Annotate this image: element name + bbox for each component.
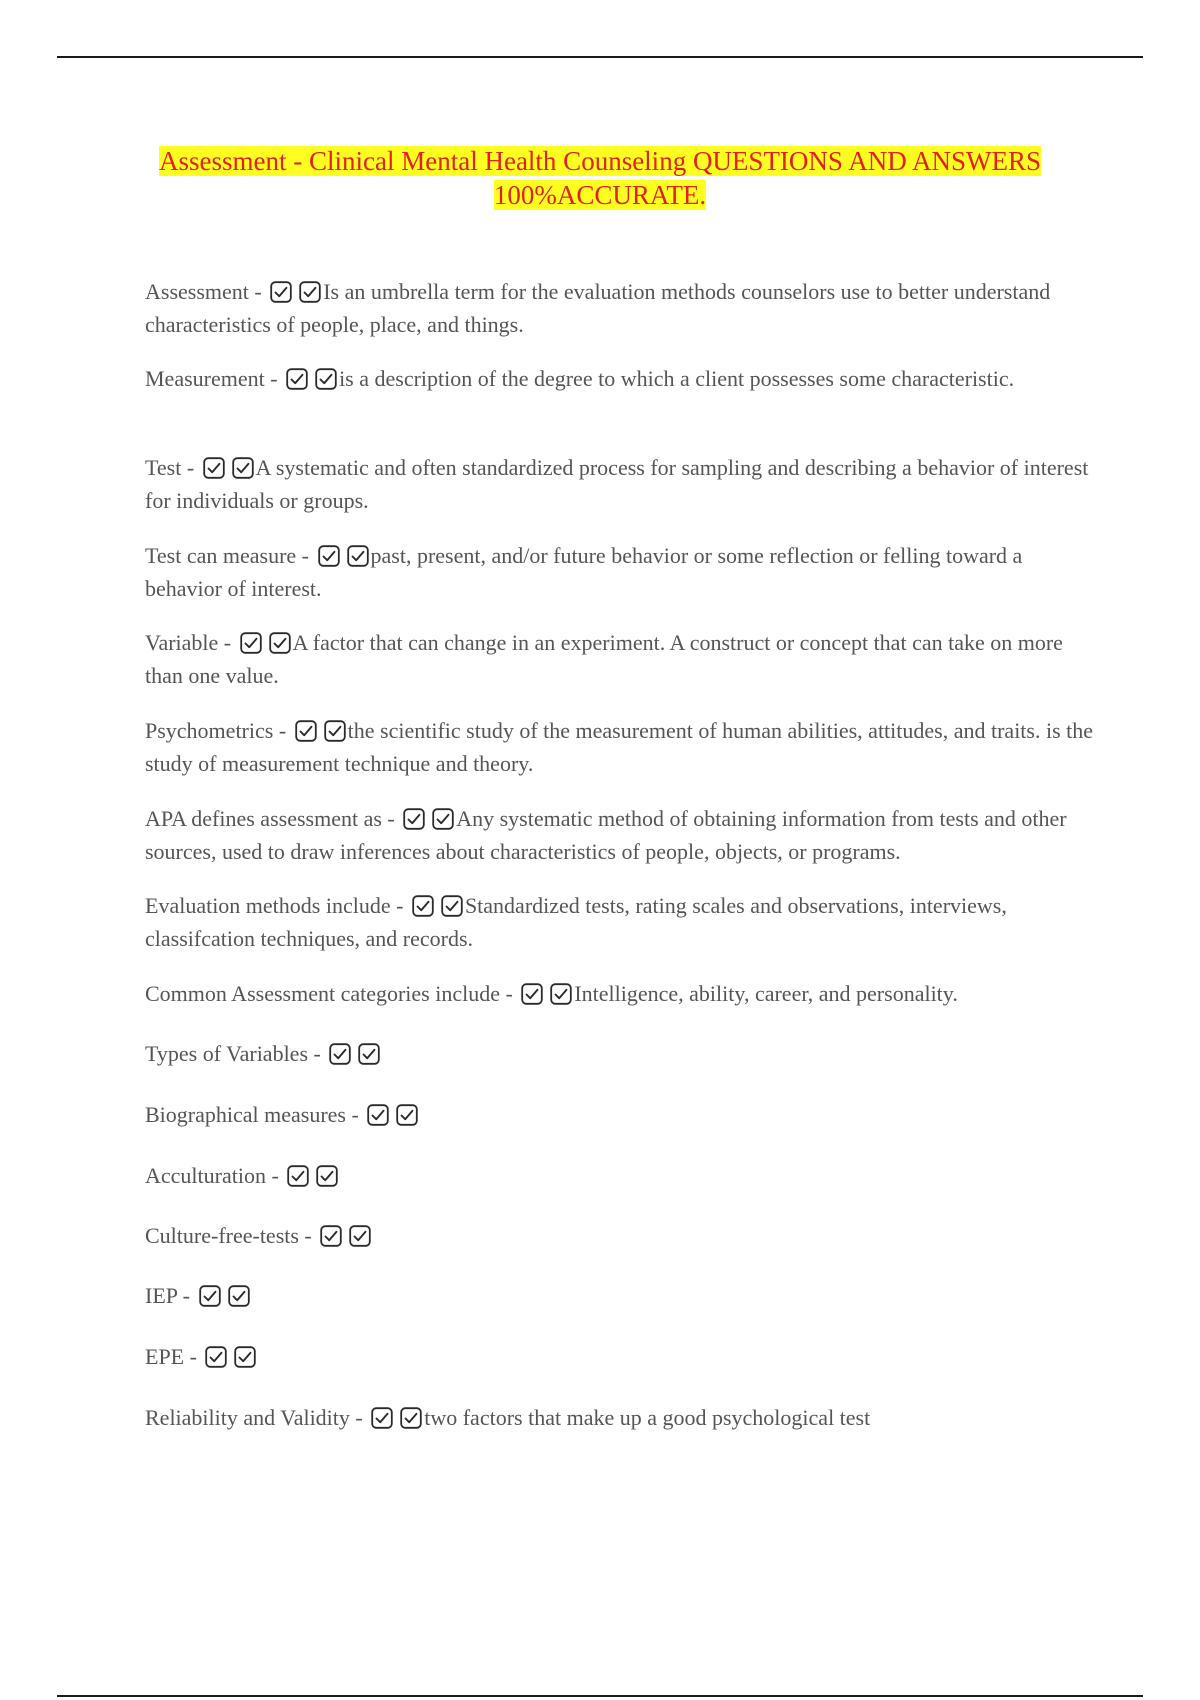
checkbox-checked-icon <box>228 1285 250 1307</box>
checkbox-checked-icon <box>269 632 291 654</box>
entry-definition: Is an umbrella term for the evaluation methods counselors use to better understand characteristics of people, place, and things. <box>145 279 1051 337</box>
checkbox-checked-icon <box>521 983 543 1005</box>
check-pair <box>521 983 572 1012</box>
checkbox-checked-icon <box>400 1407 422 1429</box>
entry-definition: Intelligence, ability, career, and personality. <box>574 981 958 1006</box>
entry-term: Reliability and Validity - <box>145 1405 363 1430</box>
entry-term: Common Assessment categories include - <box>145 981 513 1006</box>
header-rule <box>57 56 1143 58</box>
checkbox-checked-icon <box>199 1285 221 1307</box>
check-pair <box>240 632 291 661</box>
checkbox-checked-icon <box>349 1225 371 1247</box>
check-pair <box>371 1407 422 1436</box>
check-pair <box>318 545 369 574</box>
checkbox-checked-icon <box>329 1043 351 1065</box>
entry-definition: A systematic and often standardized process for sampling and describing a behavior of interest for individuals or groups. <box>145 455 1089 513</box>
entry-term: EPE - <box>145 1344 197 1369</box>
title-line-2: 100%ACCURATE. <box>493 180 707 210</box>
checkbox-checked-icon <box>295 720 317 742</box>
check-pair <box>403 808 454 837</box>
entry-definition: is a description of the degree to which a client possesses some characteristic. <box>339 366 1015 391</box>
entry-term: Biographical measures - <box>145 1102 359 1127</box>
entry-definition: past, present, and/or future behavior or some reflection or felling toward a behavior of interest. <box>145 543 1023 601</box>
entry-apa-defines <box>145 804 1095 866</box>
check-pair <box>286 368 337 397</box>
checkbox-checked-icon <box>347 545 369 567</box>
entry-definition: Any systematic method of obtaining information from tests and other sources, used to draw inferences about characteristics of people, objects, or programs. <box>145 806 1067 864</box>
entry-term: Types of Variables - <box>145 1041 321 1066</box>
entry-term: Test - <box>145 455 195 480</box>
entry-epe <box>145 1342 1095 1375</box>
entry-measurement <box>145 364 1095 397</box>
entry-term: Psychometrics - <box>145 718 287 743</box>
checkbox-checked-icon <box>318 545 340 567</box>
check-pair <box>320 1225 371 1254</box>
checkbox-checked-icon <box>396 1104 418 1126</box>
entry-term: APA defines assessment as - <box>145 806 395 831</box>
checkbox-checked-icon <box>432 808 454 830</box>
check-pair <box>205 1346 256 1375</box>
checkbox-checked-icon <box>234 1346 256 1368</box>
checkbox-checked-icon <box>286 368 308 390</box>
entry-term: Measurement - <box>145 366 278 391</box>
checkbox-checked-icon <box>287 1165 309 1187</box>
entry-definition: A factor that can change in an experiment. A construct or concept that can take on more than one value. <box>145 630 1063 688</box>
checkbox-checked-icon <box>358 1043 380 1065</box>
title-line-1: Assessment - Clinical Mental Health Counseling QUESTIONS AND ANSWERS <box>159 146 1041 176</box>
checkbox-checked-icon <box>320 1225 342 1247</box>
entry-definition: Standardized tests, rating scales and observations, interviews, classifcation techniques, and records. <box>145 893 1007 951</box>
checkbox-checked-icon <box>315 368 337 390</box>
entry-term: Variable - <box>145 630 232 655</box>
entry-psychometrics <box>145 716 1095 778</box>
checkbox-checked-icon <box>240 632 262 654</box>
checkbox-checked-icon <box>550 983 572 1005</box>
check-pair <box>412 895 463 924</box>
check-pair <box>329 1043 380 1072</box>
entry-term: IEP - <box>145 1283 191 1308</box>
checkbox-checked-icon <box>367 1104 389 1126</box>
checkbox-checked-icon <box>203 457 225 479</box>
entry-biographical-measures <box>145 1100 1095 1133</box>
entry-types-of-variables <box>145 1039 1095 1072</box>
entry-definition: the scientific study of the measurement of human abilities, attitudes, and traits. is the study of measurement technique and theory. <box>145 718 1094 776</box>
checkbox-checked-icon <box>270 281 292 303</box>
checkbox-checked-icon <box>299 281 321 303</box>
checkbox-checked-icon <box>232 457 254 479</box>
checkbox-checked-icon <box>371 1407 393 1429</box>
entry-test-can-measure <box>145 541 1095 603</box>
footer-rule <box>57 1695 1143 1697</box>
entry-variable <box>145 628 1095 690</box>
entry-culture-free-tests <box>145 1221 1095 1254</box>
entry-assessment <box>145 277 1095 339</box>
checkbox-checked-icon <box>441 895 463 917</box>
entry-definition: two factors that make up a good psychological test <box>424 1405 871 1430</box>
checkbox-checked-icon <box>205 1346 227 1368</box>
entry-term: Evaluation methods include - <box>145 893 404 918</box>
check-pair <box>203 457 254 486</box>
entry-evaluation-methods <box>145 891 1095 953</box>
entry-acculturation <box>145 1161 1095 1194</box>
entry-common-categories <box>145 979 1095 1012</box>
entry-iep <box>145 1281 1095 1314</box>
check-pair <box>270 281 321 310</box>
entry-term: Assessment - <box>145 279 262 304</box>
document-title <box>100 144 1100 212</box>
entry-term: Culture-free-tests - <box>145 1223 312 1248</box>
check-pair <box>367 1104 418 1133</box>
checkbox-checked-icon <box>324 720 346 742</box>
entry-term: Acculturation - <box>145 1163 279 1188</box>
checkbox-checked-icon <box>403 808 425 830</box>
check-pair <box>287 1165 338 1194</box>
checkbox-checked-icon <box>316 1165 338 1187</box>
check-pair <box>199 1285 250 1314</box>
entry-term: Test can measure - <box>145 543 309 568</box>
checkbox-checked-icon <box>412 895 434 917</box>
entry-reliability-validity <box>145 1403 1095 1436</box>
check-pair <box>295 720 346 749</box>
entry-test <box>145 453 1095 515</box>
